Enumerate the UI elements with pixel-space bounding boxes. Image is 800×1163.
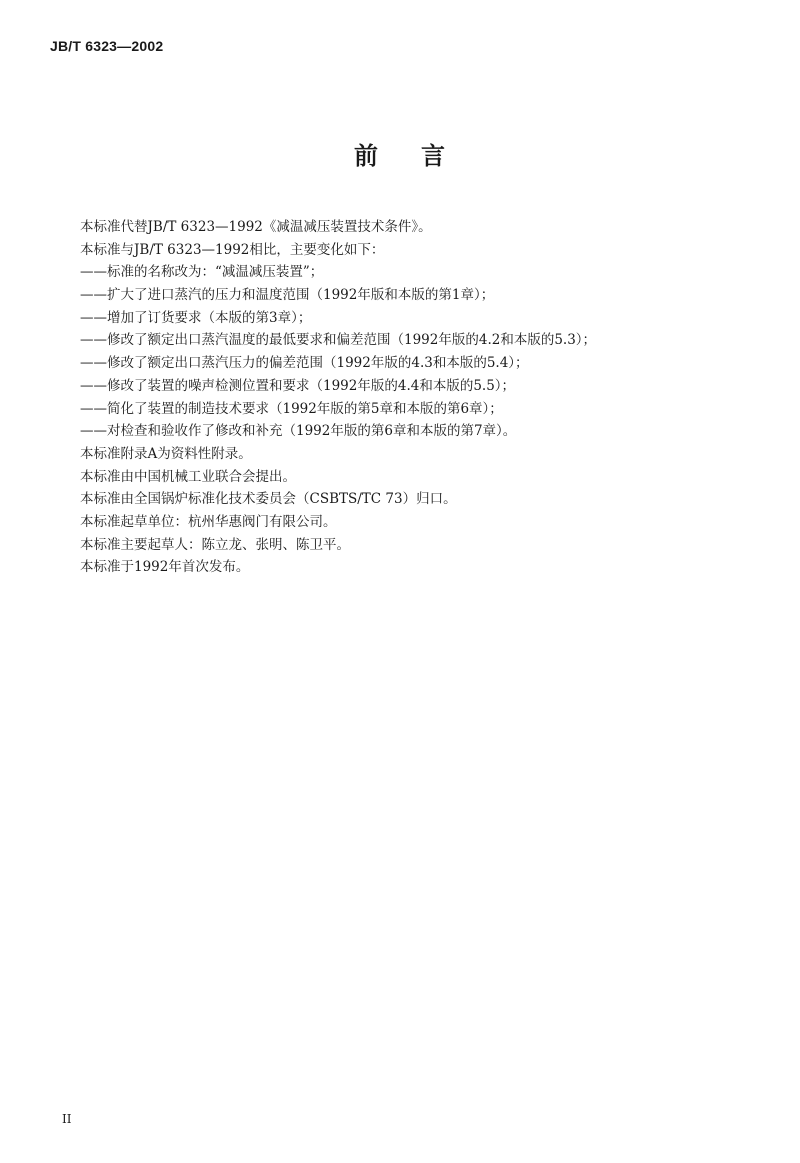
body-line: 本标准与JB/T 6323—1992相比，主要变化如下： <box>80 241 385 258</box>
body-line: ——修改了装置的噪声检测位置和要求（1992年版的4.4和本版的5.5）； <box>80 377 516 394</box>
body-line: 本标准由全国锅炉标准化技术委员会（CSBTS/TC 73）归口。 <box>80 491 457 508</box>
body-line: ——对检查和验收作了修改和补充（1992年版的第6章和本版的第7章）。 <box>80 423 517 440</box>
title-char-1: 前 <box>354 142 379 170</box>
body-line: 本标准于1992年首次发布。 <box>80 559 250 576</box>
body-line: 本标准代替JB/T 6323—1992《减温减压装置技术条件》。 <box>80 219 432 235</box>
page-number: II <box>62 1112 72 1126</box>
body-line: 本标准附录A为资料性附录。 <box>80 445 252 462</box>
body-line: 本标准起草单位：杭州华惠阀门有限公司。 <box>80 513 337 530</box>
foreword-body <box>80 216 700 579</box>
body-line: ——修改了额定出口蒸汽温度的最低要求和偏差范围（1992年版的4.2和本版的5.3）； <box>80 332 597 349</box>
page-title <box>0 136 800 171</box>
standard-code: JB/T 6323—2002 <box>50 38 164 54</box>
body-line: 本标准由中国机械工业联合会提出。 <box>80 468 296 485</box>
body-line: ——增加了订货要求（本版的第3章）； <box>80 309 312 326</box>
body-line: ——标准的名称改为：“减温减压装置”； <box>80 264 324 281</box>
body-line: 本标准主要起草人：陈立龙、张明、陈卫平。 <box>80 536 350 553</box>
title-char-2: 言 <box>421 142 446 170</box>
body-line: ——简化了装置的制造技术要求（1992年版的第5章和本版的第6章）； <box>80 400 503 417</box>
body-line: ——修改了额定出口蒸汽压力的偏差范围（1992年版的4.3和本版的5.4）； <box>80 355 529 372</box>
body-line: ——扩大了进口蒸汽的压力和温度范围（1992年版和本版的第1章）； <box>80 287 495 304</box>
